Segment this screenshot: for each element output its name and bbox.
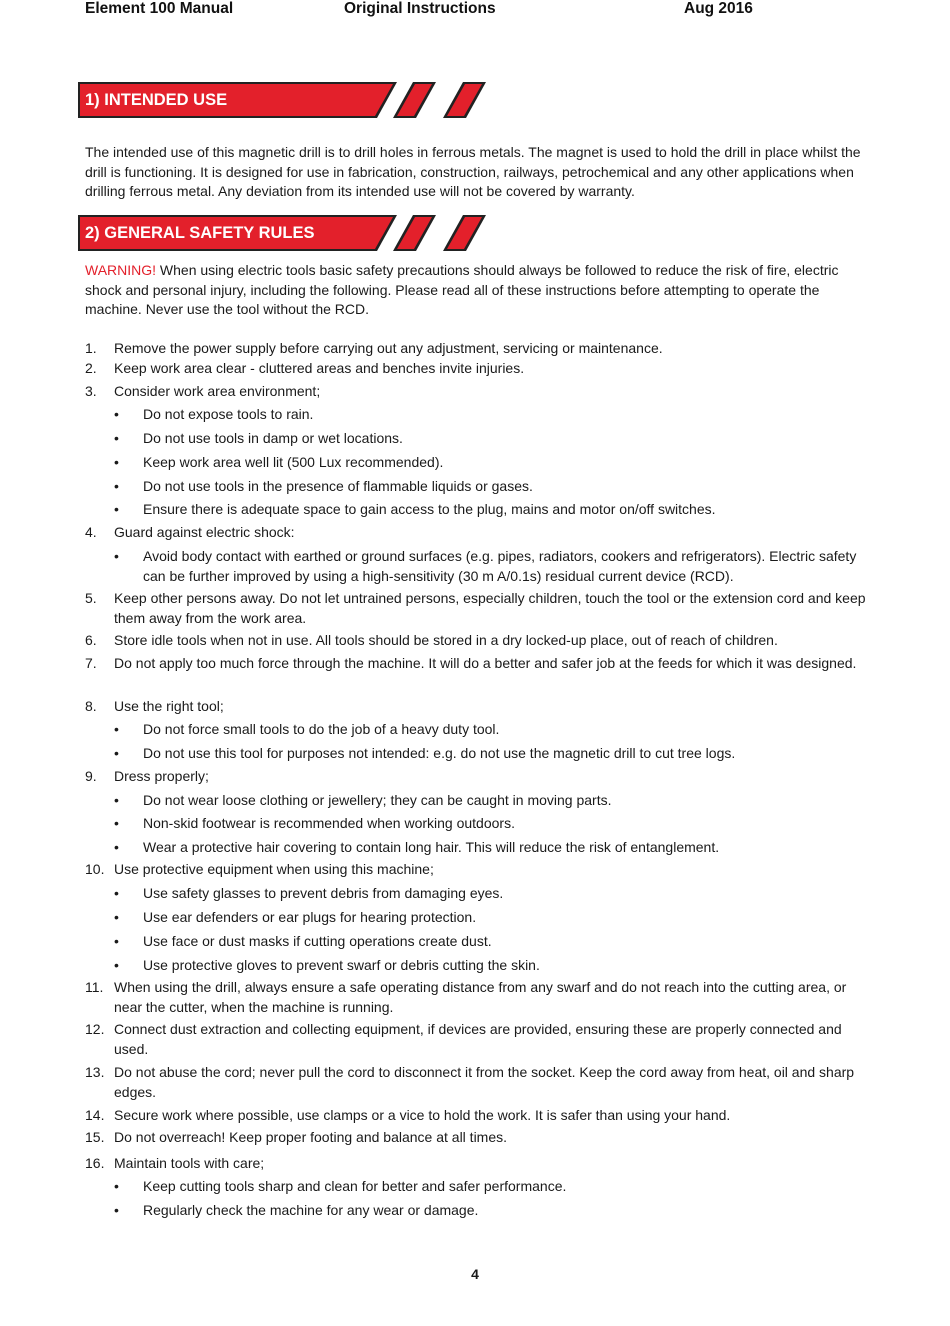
rule-number: 4. [85, 524, 97, 540]
bullet-icon: • [114, 406, 119, 422]
sub-rule-text: Do not force small tools to do the job of a heavy duty tool. [143, 721, 500, 737]
rule-text: Keep other persons away. Do not let untrained persons, especially children, touch the tool or the extension cord and keep them away from the work area. [114, 590, 866, 626]
section-title-intended-use: 1) INTENDED USE [85, 91, 228, 109]
sub-rule-text: Use safety glasses to prevent debris from damaging eyes. [143, 885, 504, 901]
bullet-icon: • [114, 839, 119, 855]
sub-rule-text: Use protective gloves to prevent swarf or debris cutting the skin. [143, 957, 540, 973]
rule-number: 5. [85, 590, 97, 606]
rule-text: Do not overreach! Keep proper footing and balance at all times. [114, 1129, 508, 1145]
bullet-icon: • [114, 957, 119, 973]
sub-rule-text: Do not wear loose clothing or jewellery; they can be caught in moving parts. [143, 792, 612, 808]
bullet-icon: • [114, 745, 119, 761]
rule-text: Use protective equipment when using this machine; [114, 861, 434, 877]
bullet-icon: • [114, 909, 119, 925]
bullet-icon: • [114, 548, 119, 564]
warning-paragraph [85, 261, 870, 320]
sub-rule-text: Wear a protective hair covering to contain long hair. This will reduce the risk of entanglement. [143, 839, 720, 855]
bullet-icon: • [114, 501, 119, 517]
page-number: 4 [471, 1266, 479, 1282]
rule-number: 3. [85, 383, 97, 399]
bullet-icon: • [114, 478, 119, 494]
sub-rule-text: Ensure there is adequate space to gain access to the plug, mains and motor on/off switches. [143, 501, 716, 517]
sub-rule-text: Non-skid footwear is recommended when working outdoors. [143, 815, 515, 831]
bullet-icon: • [114, 721, 119, 737]
warning-label: WARNING! [85, 262, 157, 278]
rule-number: 13. [85, 1064, 105, 1080]
rule-text: Remove the power supply before carrying out any adjustment, servicing or maintenance. [114, 340, 663, 356]
rule-text: Do not abuse the cord; never pull the cord to disconnect it from the socket. Keep the cord away from heat, oil and sharp edges. [114, 1064, 855, 1100]
rule-number: 1. [85, 340, 97, 356]
rule-number: 7. [85, 655, 97, 671]
rule-number: 12. [85, 1021, 105, 1037]
rule-number: 8. [85, 698, 97, 714]
bullet-icon: • [114, 815, 119, 831]
rule-number: 14. [85, 1107, 105, 1123]
sub-rule-text: Do not expose tools to rain. [143, 406, 314, 422]
sub-rule-text: Do not use tools in the presence of flammable liquids or gases. [143, 478, 533, 494]
warning-text: When using electric tools basic safety precautions should always be followed to reduce the risk of fire, electric shock and personal injury, including the following. Please read all of these instructions before attempting to operate the machine. Never use the tool without the RCD. [85, 262, 839, 317]
header-original-instructions: Original Instructions [344, 0, 496, 17]
rule-text: Guard against electric shock: [114, 524, 295, 540]
sub-rule-text: Do not use tools in damp or wet locations. [143, 430, 403, 446]
rule-number: 10. [85, 861, 105, 877]
rule-text: Connect dust extraction and collecting equipment, if devices are provided, ensuring these are properly connected and used. [114, 1021, 842, 1057]
rule-text: Consider work area environment; [114, 383, 321, 399]
rule-number: 2. [85, 360, 97, 376]
section-banner-intended-use [78, 82, 490, 118]
intended-use-paragraph: The intended use of this magnetic drill is to drill holes in ferrous metals. The magnet is used to hold the drill in place whilst the drill is functioning. It is designed for use in fabrication, construction, railways, petrochemical and any other applications when drilling ferrous metal. Any deviation from its intended use will not be covered by warranty. [85, 144, 861, 199]
section-title-general-safety: 2) GENERAL SAFETY RULES [85, 224, 315, 242]
bullet-icon: • [114, 792, 119, 808]
rule-number: 11. [85, 979, 104, 995]
sub-rule-text: Use face or dust masks if cutting operations create dust. [143, 933, 492, 949]
sub-rule-text: Use ear defenders or ear plugs for hearing protection. [143, 909, 477, 925]
rule-text: Secure work where possible, use clamps or a vice to hold the work. It is safer than using your hand. [114, 1107, 731, 1123]
rule-text: Keep work area clear - cluttered areas and benches invite injuries. [114, 360, 525, 376]
rule-text: Use the right tool; [114, 698, 224, 714]
rule-text: Maintain tools with care; [114, 1155, 265, 1171]
bullet-icon: • [114, 430, 119, 446]
bullet-icon: • [114, 1178, 119, 1194]
rule-number: 15. [85, 1129, 105, 1145]
sub-rule-text: Regularly check the machine for any wear or damage. [143, 1202, 479, 1218]
sub-rule-text: Keep work area well lit (500 Lux recommended). [143, 454, 444, 470]
sub-rule-text: Do not use this tool for purposes not intended: e.g. do not use the magnetic drill to cut tree logs. [143, 745, 736, 761]
section-banner-general-safety [78, 215, 490, 251]
rule-text: Dress properly; [114, 768, 209, 784]
header-manual-title: Element 100 Manual [85, 0, 234, 17]
rule-text: Do not apply too much force through the machine. It will do a better and safer job at the feeds for which it was designed. [114, 655, 857, 671]
bullet-icon: • [114, 1202, 119, 1218]
bullet-icon: • [114, 885, 119, 901]
sub-rule-text: Keep cutting tools sharp and clean for better and safer performance. [143, 1178, 567, 1194]
bullet-icon: • [114, 933, 119, 949]
rule-text: When using the drill, always ensure a safe operating distance from any swarf and do not reach into the cutting area, or near the cutter, when the machine is running. [114, 979, 847, 1015]
bullet-icon: • [114, 454, 119, 470]
rule-number: 16. [85, 1155, 105, 1171]
header-date: Aug 2016 [684, 0, 753, 17]
rule-number: 9. [85, 768, 97, 784]
rule-text: Store idle tools when not in use. All tools should be stored in a dry locked-up place, out of reach of children. [114, 632, 778, 648]
sub-rule-text: Avoid body contact with earthed or ground surfaces (e.g. pipes, radiators, cookers and refrigerators). Electric safety can be further improved by using a high-sensitivity (30 m A/0.1s) residual current device (RCD). [143, 548, 857, 584]
rule-number: 6. [85, 632, 97, 648]
